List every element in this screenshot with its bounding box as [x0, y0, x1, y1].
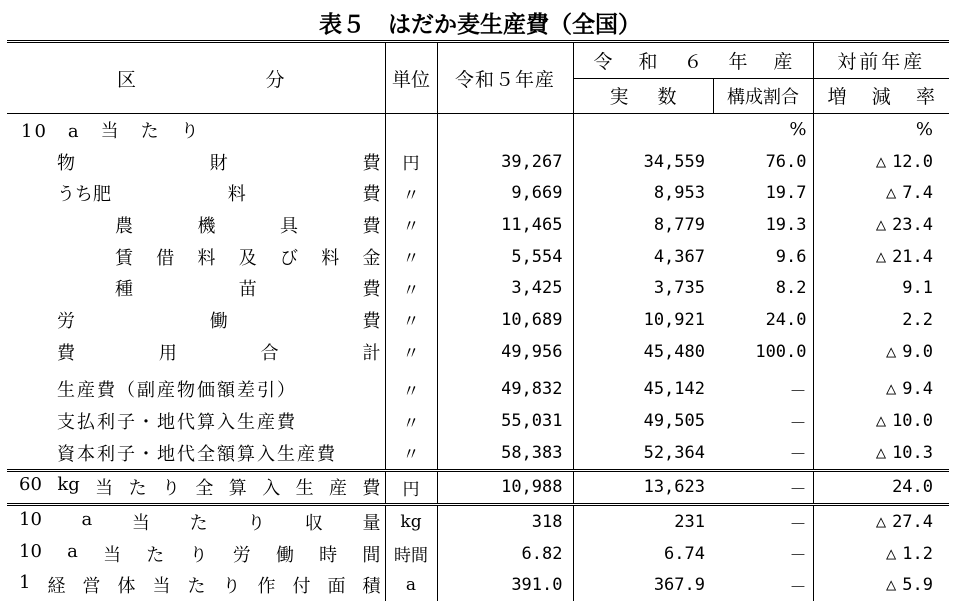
row-label: 資本利子・地代全額算入生産費 [57, 443, 337, 465]
value-r6: 4,367 [653, 246, 705, 267]
decrease-mark: △ [875, 214, 887, 235]
value-r5: 58,383 [437, 437, 573, 470]
row-label: 生産費（副産物価額差引） [57, 380, 297, 402]
value-r6: 8,779 [653, 214, 705, 235]
value-r6: 231 [674, 512, 705, 533]
value-r6: 49,505 [643, 411, 705, 432]
unit-cell: 円 [385, 146, 437, 178]
value-r5: 391.0 [437, 570, 573, 602]
unit-cell: 〃 [385, 304, 437, 336]
value-r6: 45,142 [643, 379, 705, 400]
row-label: 10 a 当 た り 収 量 [19, 509, 381, 535]
value-rate: 24.0 [813, 470, 949, 505]
table-row [7, 304, 949, 336]
unit-cell: 〃 [385, 405, 437, 437]
value-ratio: 19.3 [713, 209, 813, 241]
unit-cell: 〃 [385, 241, 437, 273]
value-rate: △ 5.9 [886, 575, 934, 596]
decrease-mark: △ [886, 341, 897, 362]
value-rate: △ 12.0 [875, 151, 934, 172]
rate-unit: % [915, 119, 934, 141]
decrease-mark: △ [886, 183, 897, 204]
header-kubun: 区 分 [7, 42, 385, 114]
unit-cell: 時間 [385, 538, 437, 570]
value-rate: △ 10.3 [813, 437, 949, 470]
value-r6: 13,623 [573, 470, 713, 505]
value-r5: 55,031 [437, 405, 573, 437]
value-ratio: － [713, 538, 813, 570]
value-ratio: 8.2 [713, 272, 813, 304]
ratio-unit: % [713, 114, 813, 146]
value-r6: 10,921 [643, 309, 705, 330]
value-ratio: － [713, 505, 813, 538]
row-label: 種 苗 費 [115, 279, 381, 301]
table-row [7, 209, 949, 241]
cost-table [7, 40, 949, 601]
unit-cell: 〃 [385, 374, 437, 406]
value-ratio: － [713, 470, 813, 505]
value-r6: 45,480 [643, 341, 705, 362]
decrease-mark: △ [886, 543, 897, 564]
table-row [7, 241, 949, 273]
value-r6: 34,559 [643, 151, 705, 172]
table-row [7, 146, 949, 178]
table-row-60kg [7, 470, 949, 505]
unit-cell: 〃 [385, 177, 437, 209]
table-row [7, 272, 949, 304]
value-r5: 11,465 [437, 209, 573, 241]
header-ratio: 構成割合 [713, 78, 813, 114]
row-label: 賃 借 料 及 び 料 金 [115, 247, 381, 269]
value-r5: 6.82 [437, 538, 573, 570]
row-label: 物 財 費 [57, 152, 381, 174]
row-label: 1 経 営 体 当 た り 作 付 面 積 [19, 572, 381, 598]
header-yoy-bottom: 増 減 率 [813, 78, 949, 114]
table-row [7, 538, 949, 570]
value-rate: 9.1 [902, 278, 934, 299]
value-ratio: － [713, 405, 813, 437]
value-rate: △ 1.2 [886, 543, 934, 564]
value-ratio: － [713, 374, 813, 406]
header-r6: 令 和 ６ 年 産 [573, 42, 813, 79]
value-rate: △ 21.4 [875, 246, 934, 267]
value-rate: △ 10.0 [875, 411, 934, 432]
value-r6: 52,364 [573, 437, 713, 470]
value-r5: 3,425 [437, 272, 573, 304]
header-r5: 令和５年産 [437, 42, 573, 114]
unit-cell: kg [385, 505, 437, 538]
unit-cell: 〃 [385, 272, 437, 304]
row-label: 支払利子・地代算入生産費 [57, 412, 297, 434]
value-r6: 8,953 [653, 183, 705, 204]
unit-cell: 円 [385, 470, 437, 505]
unit-cell: 〃 [385, 336, 437, 368]
value-r6: 3,735 [653, 278, 705, 299]
value-r5: 49,832 [437, 374, 573, 406]
value-rate: △ 9.4 [886, 379, 934, 400]
value-r5: 39,267 [437, 146, 573, 178]
value-ratio: 76.0 [713, 146, 813, 178]
table-row [7, 177, 949, 209]
table-row [7, 437, 949, 470]
row-label: 農 機 具 費 [115, 215, 381, 237]
table-row [7, 336, 949, 368]
decrease-mark: △ [886, 379, 897, 400]
value-r6: 6.74 [664, 543, 705, 564]
row-label: 10 a 当 た り 労 働 時 間 [19, 540, 381, 566]
value-ratio: － [713, 437, 813, 470]
value-r5: 9,669 [437, 177, 573, 209]
unit-cell: 〃 [385, 209, 437, 241]
value-rate: △ 27.4 [875, 512, 934, 533]
value-ratio: 19.7 [713, 177, 813, 209]
unit-cell: 〃 [385, 437, 437, 470]
value-ratio: － [713, 570, 813, 602]
value-ratio: 100.0 [713, 336, 813, 368]
row-label: 費 用 合 計 [57, 342, 381, 364]
section-10a-header: 10 a 当 た り % % [7, 114, 949, 146]
decrease-mark: △ [875, 151, 887, 172]
value-r5: 10,689 [437, 304, 573, 336]
header-unit: 単位 [385, 42, 437, 114]
value-rate: △ 7.4 [886, 183, 934, 204]
table-title: 表５ はだか麦生産費（全国） [319, 12, 641, 38]
value-rate: 2.2 [902, 309, 934, 330]
table-row [7, 405, 949, 437]
value-ratio: 24.0 [713, 304, 813, 336]
row-label: うち肥 料 費 [57, 184, 381, 206]
unit-cell: a [385, 570, 437, 602]
value-rate: △ 9.0 [886, 341, 934, 362]
table-row [7, 505, 949, 538]
table-row [7, 374, 949, 406]
value-ratio: 9.6 [713, 241, 813, 273]
row-label: 労 働 費 [57, 310, 381, 332]
value-r5: 5,554 [437, 241, 573, 273]
decrease-mark: △ [875, 512, 887, 533]
value-r6: 367.9 [653, 575, 705, 596]
decrease-mark: △ [886, 575, 897, 596]
value-r5: 49,956 [437, 336, 573, 368]
decrease-mark: △ [875, 411, 887, 432]
header-yoy-top: 対前年産 [813, 42, 949, 79]
value-r5: 318 [437, 505, 573, 538]
header-actual: 実 数 [573, 78, 713, 114]
decrease-mark: △ [875, 246, 887, 267]
value-r5: 10,988 [437, 470, 573, 505]
table-row [7, 570, 949, 602]
decrease-mark: △ [875, 442, 887, 463]
row-label: 60 kg 当 た り 全 算 入 生 産 費 [19, 474, 381, 500]
value-rate: △ 23.4 [875, 214, 934, 235]
